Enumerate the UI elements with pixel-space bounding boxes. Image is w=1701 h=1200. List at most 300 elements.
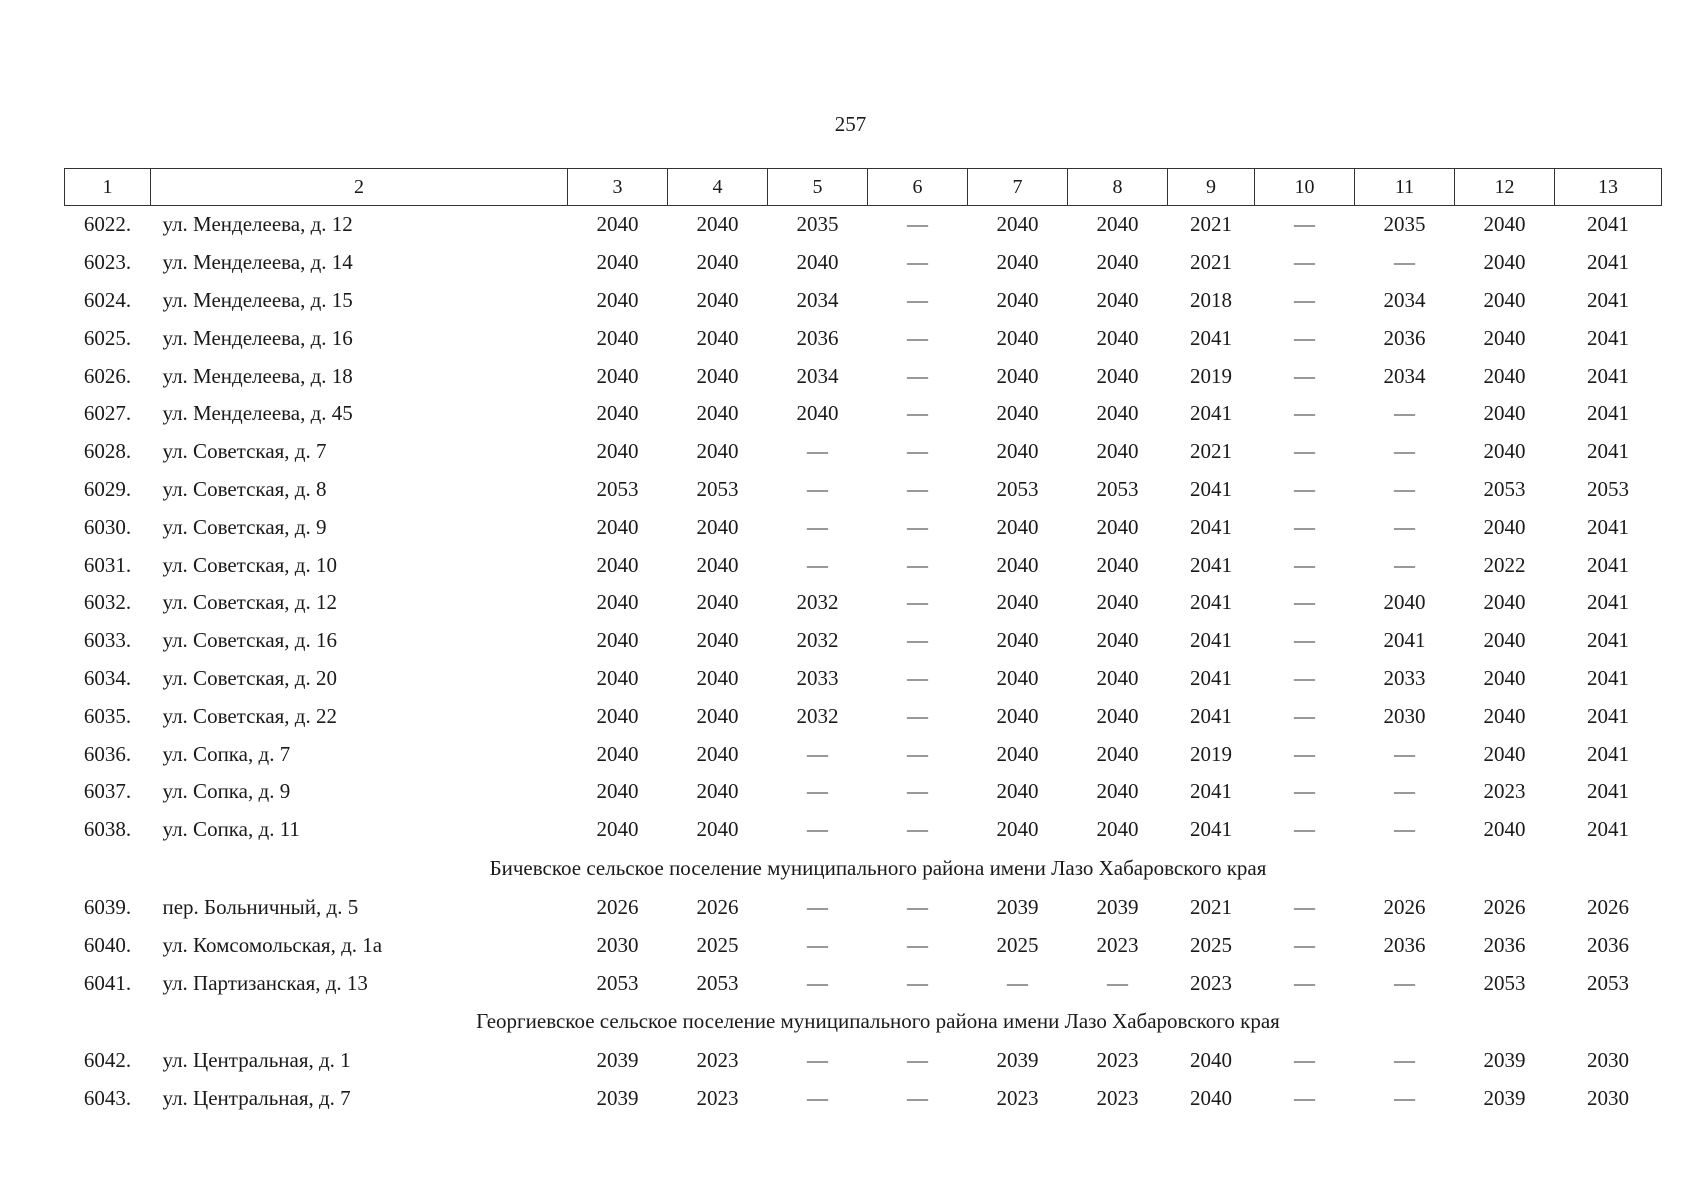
year-cell: — [807, 932, 828, 957]
year-cell: 2036 [796, 325, 839, 350]
year-cell: 2026 [1587, 894, 1629, 919]
year-cell: 2041 [1587, 212, 1629, 237]
year-cell: 2053 [1483, 476, 1526, 501]
year-cell: 2039 [1096, 894, 1139, 919]
year-cell: 2040 [696, 363, 739, 388]
row-number: 6027. [83, 401, 132, 426]
row-number: 6038. [83, 817, 132, 842]
table-row [65, 1080, 1662, 1118]
address-cell: ул. Сопка, д. 11 [162, 817, 300, 842]
year-cell: 2023 [696, 1048, 739, 1073]
column-header: 9 [1168, 169, 1255, 206]
year-cell: — [807, 476, 828, 501]
year-cell: 2040 [596, 817, 639, 842]
year-cell: 2040 [696, 439, 739, 464]
row-number: 6029. [83, 476, 132, 501]
year-cell: 2040 [996, 250, 1039, 275]
year-cell: — [907, 363, 928, 388]
row-number: 6041. [83, 970, 132, 995]
year-cell: 2040 [996, 703, 1039, 728]
year-cell: — [1294, 514, 1315, 539]
year-cell: — [1294, 1086, 1315, 1111]
table-row [65, 319, 1662, 357]
row-number: 6024. [83, 287, 132, 312]
year-cell: 2023 [996, 1086, 1039, 1111]
year-cell: 2041 [1587, 628, 1629, 653]
year-cell: — [1294, 703, 1315, 728]
year-cell: — [1294, 476, 1315, 501]
year-cell: 2040 [1096, 514, 1139, 539]
year-cell: 2041 [1587, 287, 1629, 312]
address-cell: ул. Комсомольская, д. 1а [162, 932, 383, 957]
column-header: 6 [868, 169, 968, 206]
year-cell: 2040 [1483, 401, 1526, 426]
year-cell: 2030 [1587, 1086, 1629, 1111]
year-cell: 2040 [1096, 741, 1139, 766]
address-cell: ул. Центральная, д. 1 [162, 1048, 351, 1073]
year-cell: 2040 [596, 363, 639, 388]
year-cell: 2040 [1190, 1086, 1232, 1111]
year-cell: 2040 [596, 439, 639, 464]
year-cell: 2041 [1587, 250, 1629, 275]
year-cell: 2040 [996, 665, 1039, 690]
year-cell: 2041 [1587, 741, 1629, 766]
year-cell: 2040 [696, 212, 739, 237]
year-cell: — [907, 1086, 928, 1111]
year-cell: — [807, 1048, 828, 1073]
year-cell: — [807, 894, 828, 919]
year-cell: — [1294, 665, 1315, 690]
year-cell: 2040 [596, 628, 639, 653]
year-cell: 2039 [996, 894, 1039, 919]
year-cell: 2040 [1096, 628, 1139, 653]
year-cell: 2040 [996, 212, 1039, 237]
row-number: 6026. [83, 363, 132, 388]
address-cell: ул. Советская, д. 16 [162, 628, 337, 653]
column-header: 2 [151, 169, 568, 206]
year-cell: 2026 [1383, 894, 1426, 919]
year-cell: 2018 [1190, 287, 1232, 312]
table-row [65, 811, 1662, 849]
year-cell: 2041 [1190, 628, 1232, 653]
year-cell: 2041 [1587, 590, 1629, 615]
year-cell: 2040 [796, 250, 839, 275]
row-number: 6031. [83, 552, 132, 577]
year-cell: — [907, 250, 928, 275]
year-cell: — [1294, 287, 1315, 312]
column-header: 13 [1555, 169, 1662, 206]
year-cell: 2040 [1483, 250, 1526, 275]
year-cell: 2034 [1383, 287, 1426, 312]
year-cell: — [907, 779, 928, 804]
year-cell: — [1394, 779, 1415, 804]
year-cell: 2021 [1190, 894, 1232, 919]
year-cell: 2039 [596, 1086, 639, 1111]
year-cell: 2040 [596, 212, 639, 237]
year-cell: — [1294, 439, 1315, 464]
year-cell: 2040 [696, 250, 739, 275]
year-cell: 2040 [1483, 287, 1526, 312]
year-cell: — [807, 779, 828, 804]
year-cell: 2040 [596, 287, 639, 312]
year-cell: 2039 [1483, 1048, 1526, 1073]
year-cell: 2036 [1483, 932, 1526, 957]
year-cell: — [907, 212, 928, 237]
year-cell: 2040 [1096, 212, 1139, 237]
year-cell: 2026 [596, 894, 639, 919]
address-cell: ул. Менделеева, д. 45 [162, 401, 353, 426]
address-cell: ул. Советская, д. 10 [162, 552, 337, 577]
year-cell: — [1294, 894, 1315, 919]
year-cell: 2040 [1096, 325, 1139, 350]
year-cell: 2041 [1190, 401, 1232, 426]
year-cell: 2040 [996, 779, 1039, 804]
address-cell: ул. Советская, д. 20 [162, 665, 337, 690]
year-cell: — [1107, 970, 1128, 995]
year-cell: 2040 [1483, 439, 1526, 464]
year-cell: — [807, 817, 828, 842]
year-cell: 2040 [1096, 817, 1139, 842]
year-cell: — [907, 590, 928, 615]
year-cell: — [907, 552, 928, 577]
year-cell: — [907, 628, 928, 653]
year-cell: — [1294, 970, 1315, 995]
row-number: 6025. [83, 325, 132, 350]
year-cell: 2023 [1096, 1048, 1139, 1073]
row-number: 6040. [83, 932, 132, 957]
year-cell: 2040 [596, 703, 639, 728]
year-cell: 2040 [996, 628, 1039, 653]
year-cell: 2025 [996, 932, 1039, 957]
year-cell: — [1394, 250, 1415, 275]
column-header: 11 [1355, 169, 1455, 206]
year-cell: 2041 [1587, 552, 1629, 577]
year-cell: — [1294, 779, 1315, 804]
year-cell: — [1294, 363, 1315, 388]
year-cell: 2040 [1383, 590, 1426, 615]
year-cell: 2040 [796, 401, 839, 426]
year-cell: — [907, 476, 928, 501]
year-cell: 2041 [1587, 439, 1629, 464]
table-row [65, 773, 1662, 811]
year-cell: 2053 [1587, 476, 1629, 501]
column-header: 7 [968, 169, 1068, 206]
year-cell: 2023 [1483, 779, 1526, 804]
address-cell: ул. Центральная, д. 7 [162, 1086, 351, 1111]
year-cell: 2034 [1383, 363, 1426, 388]
year-cell: — [807, 1086, 828, 1111]
year-cell: — [807, 970, 828, 995]
row-number: 6035. [83, 703, 132, 728]
year-cell: 2040 [696, 741, 739, 766]
year-cell: 2041 [1383, 628, 1426, 653]
year-cell: 2041 [1190, 817, 1232, 842]
table-row [65, 889, 1662, 927]
year-cell: — [807, 439, 828, 464]
column-header: 5 [768, 169, 868, 206]
year-cell: 2040 [1096, 665, 1139, 690]
address-cell: ул. Партизанская, д. 13 [162, 970, 368, 995]
year-cell: 2040 [596, 514, 639, 539]
year-cell: 2041 [1587, 703, 1629, 728]
year-cell: 2032 [796, 628, 839, 653]
year-cell: — [1394, 552, 1415, 577]
year-cell: — [1007, 970, 1028, 995]
column-header: 3 [568, 169, 668, 206]
year-cell: — [907, 439, 928, 464]
row-number: 6039. [83, 894, 132, 919]
year-cell: 2022 [1483, 552, 1526, 577]
year-cell: 2041 [1587, 665, 1629, 690]
year-cell: 2040 [596, 741, 639, 766]
address-cell: ул. Менделеева, д. 14 [162, 250, 353, 275]
year-cell: 2041 [1190, 325, 1232, 350]
year-cell: 2040 [596, 590, 639, 615]
year-cell: 2040 [696, 703, 739, 728]
year-cell: — [907, 894, 928, 919]
year-cell: 2039 [1483, 1086, 1526, 1111]
year-cell: 2034 [796, 287, 839, 312]
row-number: 6028. [83, 439, 132, 464]
year-cell: — [1394, 741, 1415, 766]
year-cell: — [1394, 439, 1415, 464]
year-cell: — [1294, 590, 1315, 615]
table-header [65, 169, 1662, 206]
year-cell: 2039 [596, 1048, 639, 1073]
year-cell: 2053 [696, 970, 739, 995]
year-cell: 2053 [1096, 476, 1139, 501]
year-cell: 2040 [1483, 665, 1526, 690]
year-cell: — [1394, 1048, 1415, 1073]
table-row [65, 926, 1662, 964]
table-row [65, 282, 1662, 320]
year-cell: — [907, 287, 928, 312]
year-cell: 2040 [696, 325, 739, 350]
year-cell: 2032 [796, 590, 839, 615]
year-cell: 2041 [1587, 401, 1629, 426]
year-cell: 2030 [1587, 1048, 1629, 1073]
year-cell: 2040 [996, 741, 1039, 766]
year-cell: 2036 [1587, 932, 1629, 957]
year-cell: 2040 [1483, 363, 1526, 388]
column-header: 10 [1255, 169, 1355, 206]
address-cell: ул. Менделеева, д. 18 [162, 363, 353, 388]
year-cell: — [807, 514, 828, 539]
year-cell: — [907, 325, 928, 350]
year-cell: — [1294, 628, 1315, 653]
address-cell: ул. Советская, д. 9 [162, 514, 327, 539]
year-cell: 2023 [1096, 1086, 1139, 1111]
year-cell: 2040 [596, 401, 639, 426]
address-cell: ул. Советская, д. 12 [162, 590, 337, 615]
row-number: 6042. [83, 1048, 132, 1073]
year-cell: 2021 [1190, 439, 1232, 464]
year-cell: 2040 [1483, 212, 1526, 237]
year-cell: 2023 [1190, 970, 1232, 995]
page-number: 257 [834, 112, 867, 136]
year-cell: 2040 [696, 779, 739, 804]
section-heading: Георгиевское сельское поселение муниципального района имени Лазо Хабаровского края [476, 1009, 1280, 1034]
year-cell: — [907, 1048, 928, 1073]
section-heading-row [65, 1002, 1662, 1042]
year-cell: 2035 [1383, 212, 1426, 237]
table-row [65, 508, 1662, 546]
year-cell: — [1394, 970, 1415, 995]
year-cell: 2041 [1190, 476, 1232, 501]
year-cell: 2040 [1483, 325, 1526, 350]
year-cell: 2040 [696, 817, 739, 842]
row-number: 6043. [83, 1086, 132, 1111]
address-cell: ул. Сопка, д. 7 [162, 741, 291, 766]
year-cell: 2035 [796, 212, 839, 237]
column-header: 4 [668, 169, 768, 206]
year-cell: 2041 [1190, 552, 1232, 577]
column-header: 12 [1455, 169, 1555, 206]
year-cell: 2041 [1587, 363, 1629, 388]
year-cell: 2040 [996, 325, 1039, 350]
year-cell: — [907, 817, 928, 842]
year-cell: 2040 [996, 590, 1039, 615]
document-sheet [64, 168, 1661, 1118]
year-cell: 2023 [696, 1086, 739, 1111]
year-cell: 2053 [1587, 970, 1629, 995]
year-cell: 2026 [1483, 894, 1526, 919]
year-cell: 2040 [996, 514, 1039, 539]
address-cell: ул. Советская, д. 22 [162, 703, 337, 728]
year-cell: 2040 [696, 628, 739, 653]
year-cell: 2040 [1096, 590, 1139, 615]
table-row [65, 433, 1662, 471]
year-cell: 2041 [1190, 779, 1232, 804]
year-cell: 2023 [1096, 932, 1139, 957]
year-cell: 2040 [696, 665, 739, 690]
year-cell: 2040 [1483, 628, 1526, 653]
year-cell: — [1294, 932, 1315, 957]
year-cell: 2053 [596, 970, 639, 995]
year-cell: — [1294, 552, 1315, 577]
year-cell: 2040 [1483, 590, 1526, 615]
year-cell: 2040 [1483, 741, 1526, 766]
table-row [65, 584, 1662, 622]
year-cell: 2041 [1190, 514, 1232, 539]
year-cell: 2040 [596, 779, 639, 804]
address-cell: пер. Больничный, д. 5 [162, 894, 359, 919]
year-cell: — [907, 514, 928, 539]
year-cell: 2040 [1483, 514, 1526, 539]
year-cell: 2040 [996, 401, 1039, 426]
year-cell: 2040 [696, 514, 739, 539]
table-row [65, 244, 1662, 282]
year-cell: 2034 [796, 363, 839, 388]
year-cell: — [1294, 1048, 1315, 1073]
year-cell: — [1294, 817, 1315, 842]
year-cell: 2040 [1483, 817, 1526, 842]
year-cell: 2040 [596, 325, 639, 350]
address-cell: ул. Советская, д. 8 [162, 476, 327, 501]
year-cell: 2036 [1383, 325, 1426, 350]
row-number: 6030. [83, 514, 132, 539]
year-cell: 2025 [1190, 932, 1232, 957]
table-row [65, 395, 1662, 433]
year-cell: — [907, 703, 928, 728]
table-row [65, 660, 1662, 698]
row-number: 6034. [83, 665, 132, 690]
year-cell: 2040 [1190, 1048, 1232, 1073]
year-cell: 2041 [1587, 817, 1629, 842]
year-cell: — [1394, 476, 1415, 501]
address-cell: ул. Менделеева, д. 16 [162, 325, 353, 350]
year-cell: — [1394, 817, 1415, 842]
address-cell: ул. Менделеева, д. 15 [162, 287, 353, 312]
section-heading-row [65, 849, 1662, 889]
year-cell: 2025 [696, 932, 739, 957]
row-number: 6023. [83, 250, 132, 275]
year-cell: 2040 [596, 552, 639, 577]
year-cell: — [907, 970, 928, 995]
year-cell: — [907, 741, 928, 766]
year-cell: 2030 [1383, 703, 1426, 728]
header-row [65, 169, 1662, 206]
year-cell: 2040 [696, 590, 739, 615]
row-number: 6037. [83, 779, 132, 804]
year-cell: 2040 [996, 552, 1039, 577]
address-cell: ул. Советская, д. 7 [162, 439, 327, 464]
data-table [64, 168, 1662, 1118]
year-cell: 2040 [996, 817, 1039, 842]
year-cell: 2040 [1096, 401, 1139, 426]
year-cell: — [1294, 250, 1315, 275]
table-row [65, 471, 1662, 509]
section-heading: Бичевское сельское поселение муниципального района имени Лазо Хабаровского края [489, 856, 1267, 881]
table-row [65, 622, 1662, 660]
table-row [65, 546, 1662, 584]
year-cell: 2033 [796, 665, 839, 690]
year-cell: 2040 [996, 287, 1039, 312]
year-cell: 2032 [796, 703, 839, 728]
year-cell: 2041 [1190, 665, 1232, 690]
year-cell: 2040 [1096, 779, 1139, 804]
column-header: 1 [65, 169, 151, 206]
year-cell: — [907, 665, 928, 690]
year-cell: 2033 [1383, 665, 1426, 690]
year-cell: 2021 [1190, 212, 1232, 237]
row-number: 6022. [83, 212, 132, 237]
table-row [65, 697, 1662, 735]
year-cell: 2026 [696, 894, 739, 919]
year-cell: 2040 [1096, 363, 1139, 388]
year-cell: — [1394, 1086, 1415, 1111]
year-cell: 2040 [1096, 552, 1139, 577]
year-cell: 2053 [696, 476, 739, 501]
year-cell: 2030 [596, 932, 639, 957]
year-cell: 2040 [1483, 703, 1526, 728]
year-cell: 2039 [996, 1048, 1039, 1073]
year-cell: 2040 [1096, 287, 1139, 312]
year-cell: — [1294, 401, 1315, 426]
year-cell: 2053 [596, 476, 639, 501]
year-cell: 2040 [996, 439, 1039, 464]
table-row [65, 1042, 1662, 1080]
table-row [65, 206, 1662, 244]
year-cell: — [807, 552, 828, 577]
year-cell: 2040 [1096, 703, 1139, 728]
row-number: 6033. [83, 628, 132, 653]
address-cell: ул. Менделеева, д. 12 [162, 212, 353, 237]
year-cell: 2041 [1587, 779, 1629, 804]
year-cell: 2040 [596, 665, 639, 690]
year-cell: — [1294, 741, 1315, 766]
table-row [65, 357, 1662, 395]
